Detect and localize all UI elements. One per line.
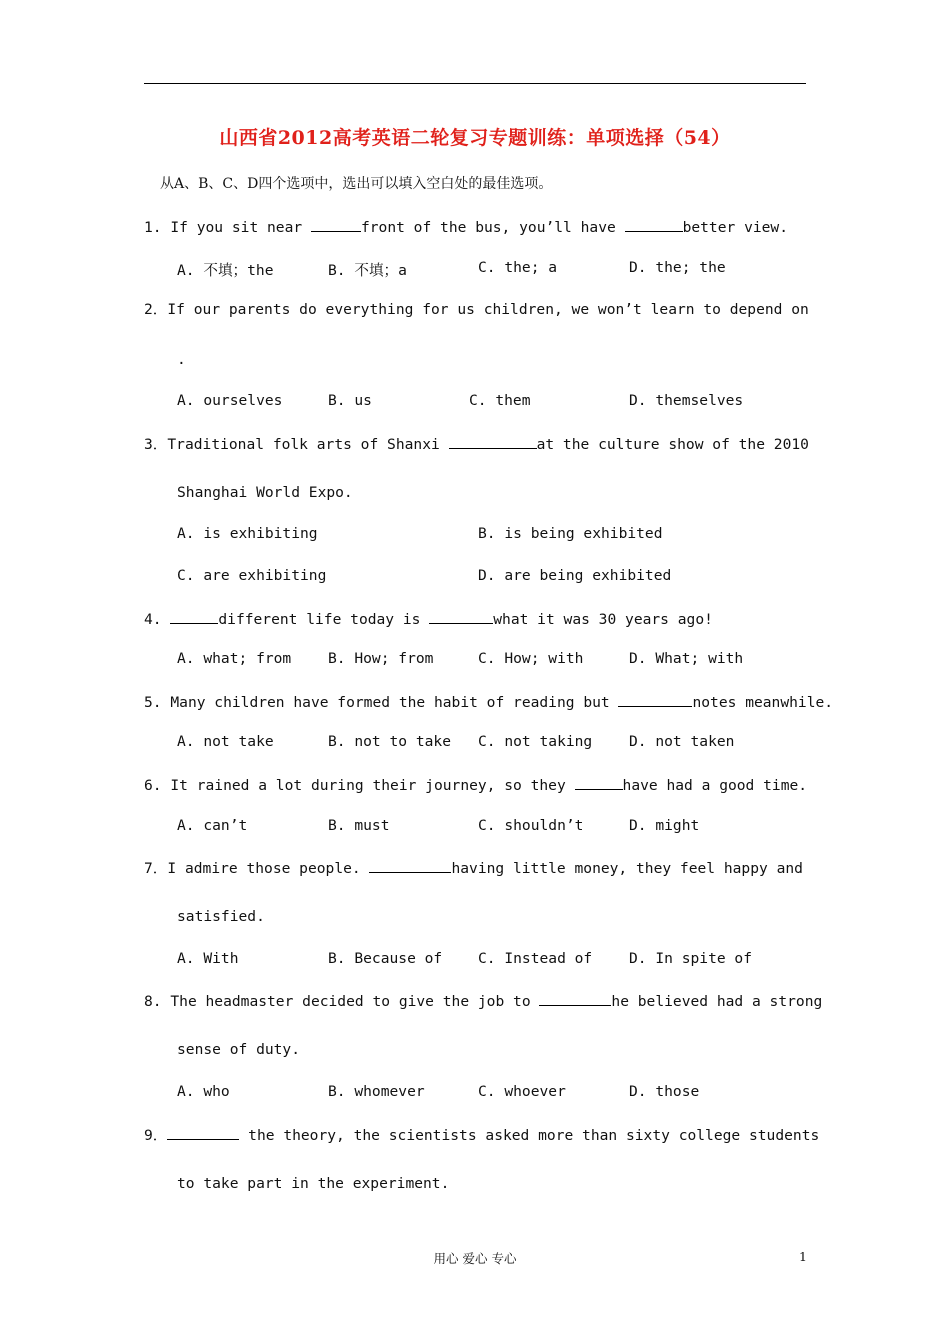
answer-blank (625, 217, 683, 232)
question-number: 8. (144, 993, 162, 1010)
answer-blank (449, 434, 537, 449)
question-text: Many children have formed the habit of reading but (170, 694, 619, 711)
answer-blank (170, 609, 218, 624)
answer-blank (539, 991, 611, 1006)
question-text: If our parents do everything for us children, we won’t learn to depend on (167, 301, 809, 318)
question-number: 2． (144, 301, 168, 318)
answer-blank (167, 1125, 239, 1140)
option-b: B. us (328, 392, 372, 409)
option-b: B. must (328, 817, 390, 834)
option-b: B. How; from (328, 650, 434, 667)
question-4 (144, 609, 713, 629)
question-9 (144, 1125, 819, 1145)
option-c: C. Instead of (478, 950, 593, 967)
option-b: B. not to take (328, 733, 452, 750)
option-a: A. is exhibiting (177, 525, 318, 542)
question-6 (144, 775, 807, 795)
question-number: 4. (144, 611, 162, 628)
question-text: If you sit near (170, 219, 311, 236)
option-d: D. those (629, 1083, 700, 1100)
question-text: at the culture show of the 2010 (536, 436, 809, 453)
question-1 (144, 217, 788, 237)
option-d: D. themselves (629, 392, 744, 409)
question-number: 1. (144, 219, 162, 236)
question-text: having little money, they feel happy and (451, 860, 803, 877)
question-text: different life today is (218, 611, 430, 628)
option-a: A. not take (177, 733, 274, 750)
option-a: A. who (177, 1083, 230, 1100)
question-3-line-2: Shanghai World Expo. (177, 484, 353, 501)
question-number: 6. (144, 777, 162, 794)
question-text: notes meanwhile. (692, 694, 834, 711)
option-c: C. the; a (478, 259, 558, 276)
page-number: 1 (799, 1249, 807, 1264)
question-text: Traditional folk arts of Shanxi (167, 436, 449, 453)
answer-blank (369, 858, 451, 873)
option-a: A. 不填；the (177, 262, 274, 279)
option-d: D. In spite of (629, 950, 753, 967)
question-number: 9． (144, 1127, 168, 1144)
option-c: C. How; with (478, 650, 584, 667)
option-a: A. With (177, 950, 239, 967)
answer-blank (311, 217, 361, 232)
page-title: 山西省2012高考英语二轮复习专题训练：单项选择（54） (219, 127, 731, 149)
question-7-line-2: satisfied. (177, 908, 265, 925)
question-3 (144, 434, 809, 454)
question-8-line-2: sense of duty. (177, 1041, 301, 1058)
option-a: A. what; from (177, 650, 292, 667)
option-b: B. whomever (328, 1083, 425, 1100)
footer-motto: 用心 爱心 专心 (433, 1251, 517, 1266)
question-5 (144, 692, 833, 712)
question-number: 5. (144, 694, 162, 711)
question-text: better view. (682, 219, 788, 236)
answer-blank (618, 692, 692, 707)
option-a: A. ourselves (177, 392, 283, 409)
question-text: he believed had a strong (611, 993, 823, 1010)
option-a: A. can’t (177, 817, 248, 834)
question-number: 7． (144, 860, 168, 877)
question-7 (144, 858, 803, 878)
answer-blank (575, 775, 623, 790)
question-2 (144, 301, 809, 319)
question-number: 3． (144, 436, 168, 453)
question-text: what it was 30 years ago! (493, 611, 713, 628)
option-b: B. Because of (328, 950, 443, 967)
question-text: have had a good time. (622, 777, 808, 794)
question-2-line-2: . (177, 351, 186, 368)
instruction: 从A、B、C、D四个选项中，选出可以填入空白处的最佳选项。 (160, 176, 553, 192)
question-text: the theory, the scientists asked more than sixty college students (239, 1127, 820, 1144)
option-d: D. might (629, 817, 700, 834)
option-d: D. not taken (629, 733, 735, 750)
question-text: It rained a lot during their journey, so they (170, 777, 575, 794)
option-d: D. What; with (629, 650, 744, 667)
question-text: I admire those people. (167, 860, 370, 877)
header-rule (144, 83, 806, 84)
question-9-line-2: to take part in the experiment. (177, 1175, 450, 1192)
question-text: front of the bus, you’ll have (360, 219, 625, 236)
option-d: D. the; the (629, 259, 726, 276)
answer-blank (429, 609, 493, 624)
option-c: C. them (469, 392, 531, 409)
option-b: B. is being exhibited (478, 525, 663, 542)
option-c: C. are exhibiting (177, 567, 327, 584)
option-c: C. not taking (478, 733, 593, 750)
option-b: B. 不填；a (328, 262, 407, 279)
option-c: C. shouldn’t (478, 817, 584, 834)
option-d: D. are being exhibited (478, 567, 672, 584)
question-text: The headmaster decided to give the job to (170, 993, 540, 1010)
option-c: C. whoever (478, 1083, 566, 1100)
question-8 (144, 991, 822, 1011)
